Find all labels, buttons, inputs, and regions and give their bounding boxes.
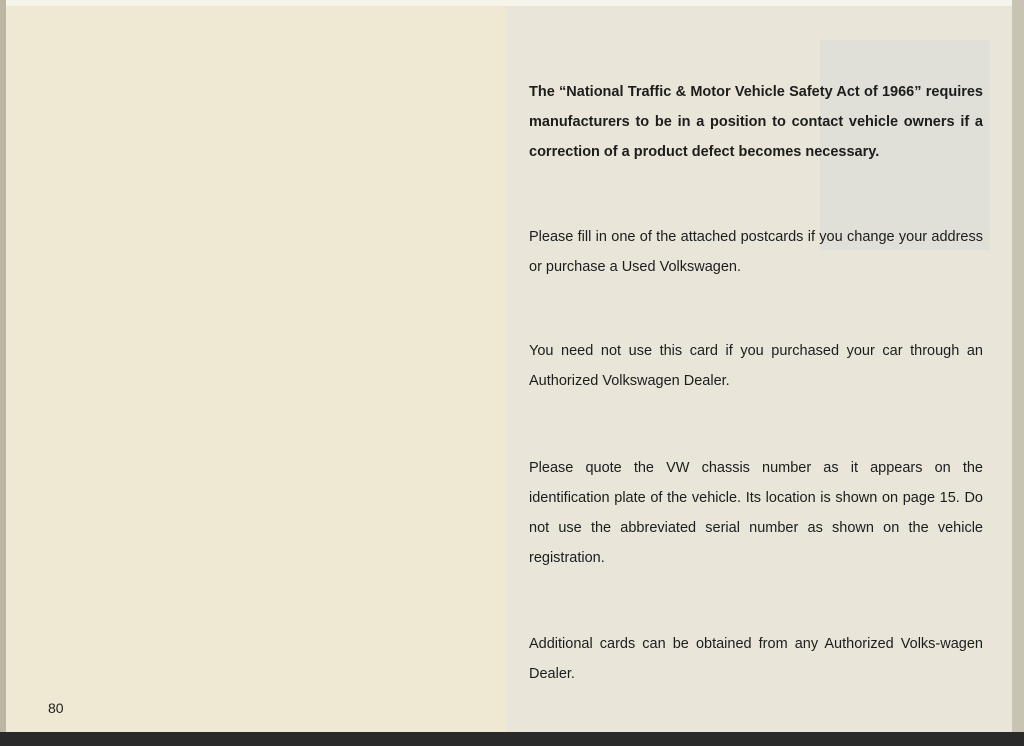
top-edge — [0, 0, 1024, 6]
left-edge — [0, 0, 6, 746]
chassis-number-paragraph: Please quote the VW chassis number as it appears on the identification plate of the vehicle. Its location is shown on page 15. Do not use the abbreviated serial number as shown on the vehicle registration. — [529, 460, 983, 566]
safety-act-paragraph: The “National Traffic & Motor Vehicle Safety Act of 1966” requires manufacturers to be in a position to contact vehicle owners if a correction of a product defect becomes necessary. — [529, 84, 983, 160]
right-edge — [1012, 0, 1024, 746]
left-page — [6, 6, 506, 732]
page-number: 80 — [48, 700, 64, 716]
additional-cards-paragraph: Additional cards can be obtained from any Authorized Volks-wagen Dealer. — [529, 636, 983, 682]
postcard-instruction-paragraph: Please fill in one of the attached postcards if you change your address or purchase a Used Volkswagen. — [529, 229, 983, 275]
bottom-edge — [0, 732, 1024, 746]
dealer-note-paragraph: You need not use this card if you purchased your car through an Authorized Volkswagen Dealer. — [529, 343, 983, 389]
